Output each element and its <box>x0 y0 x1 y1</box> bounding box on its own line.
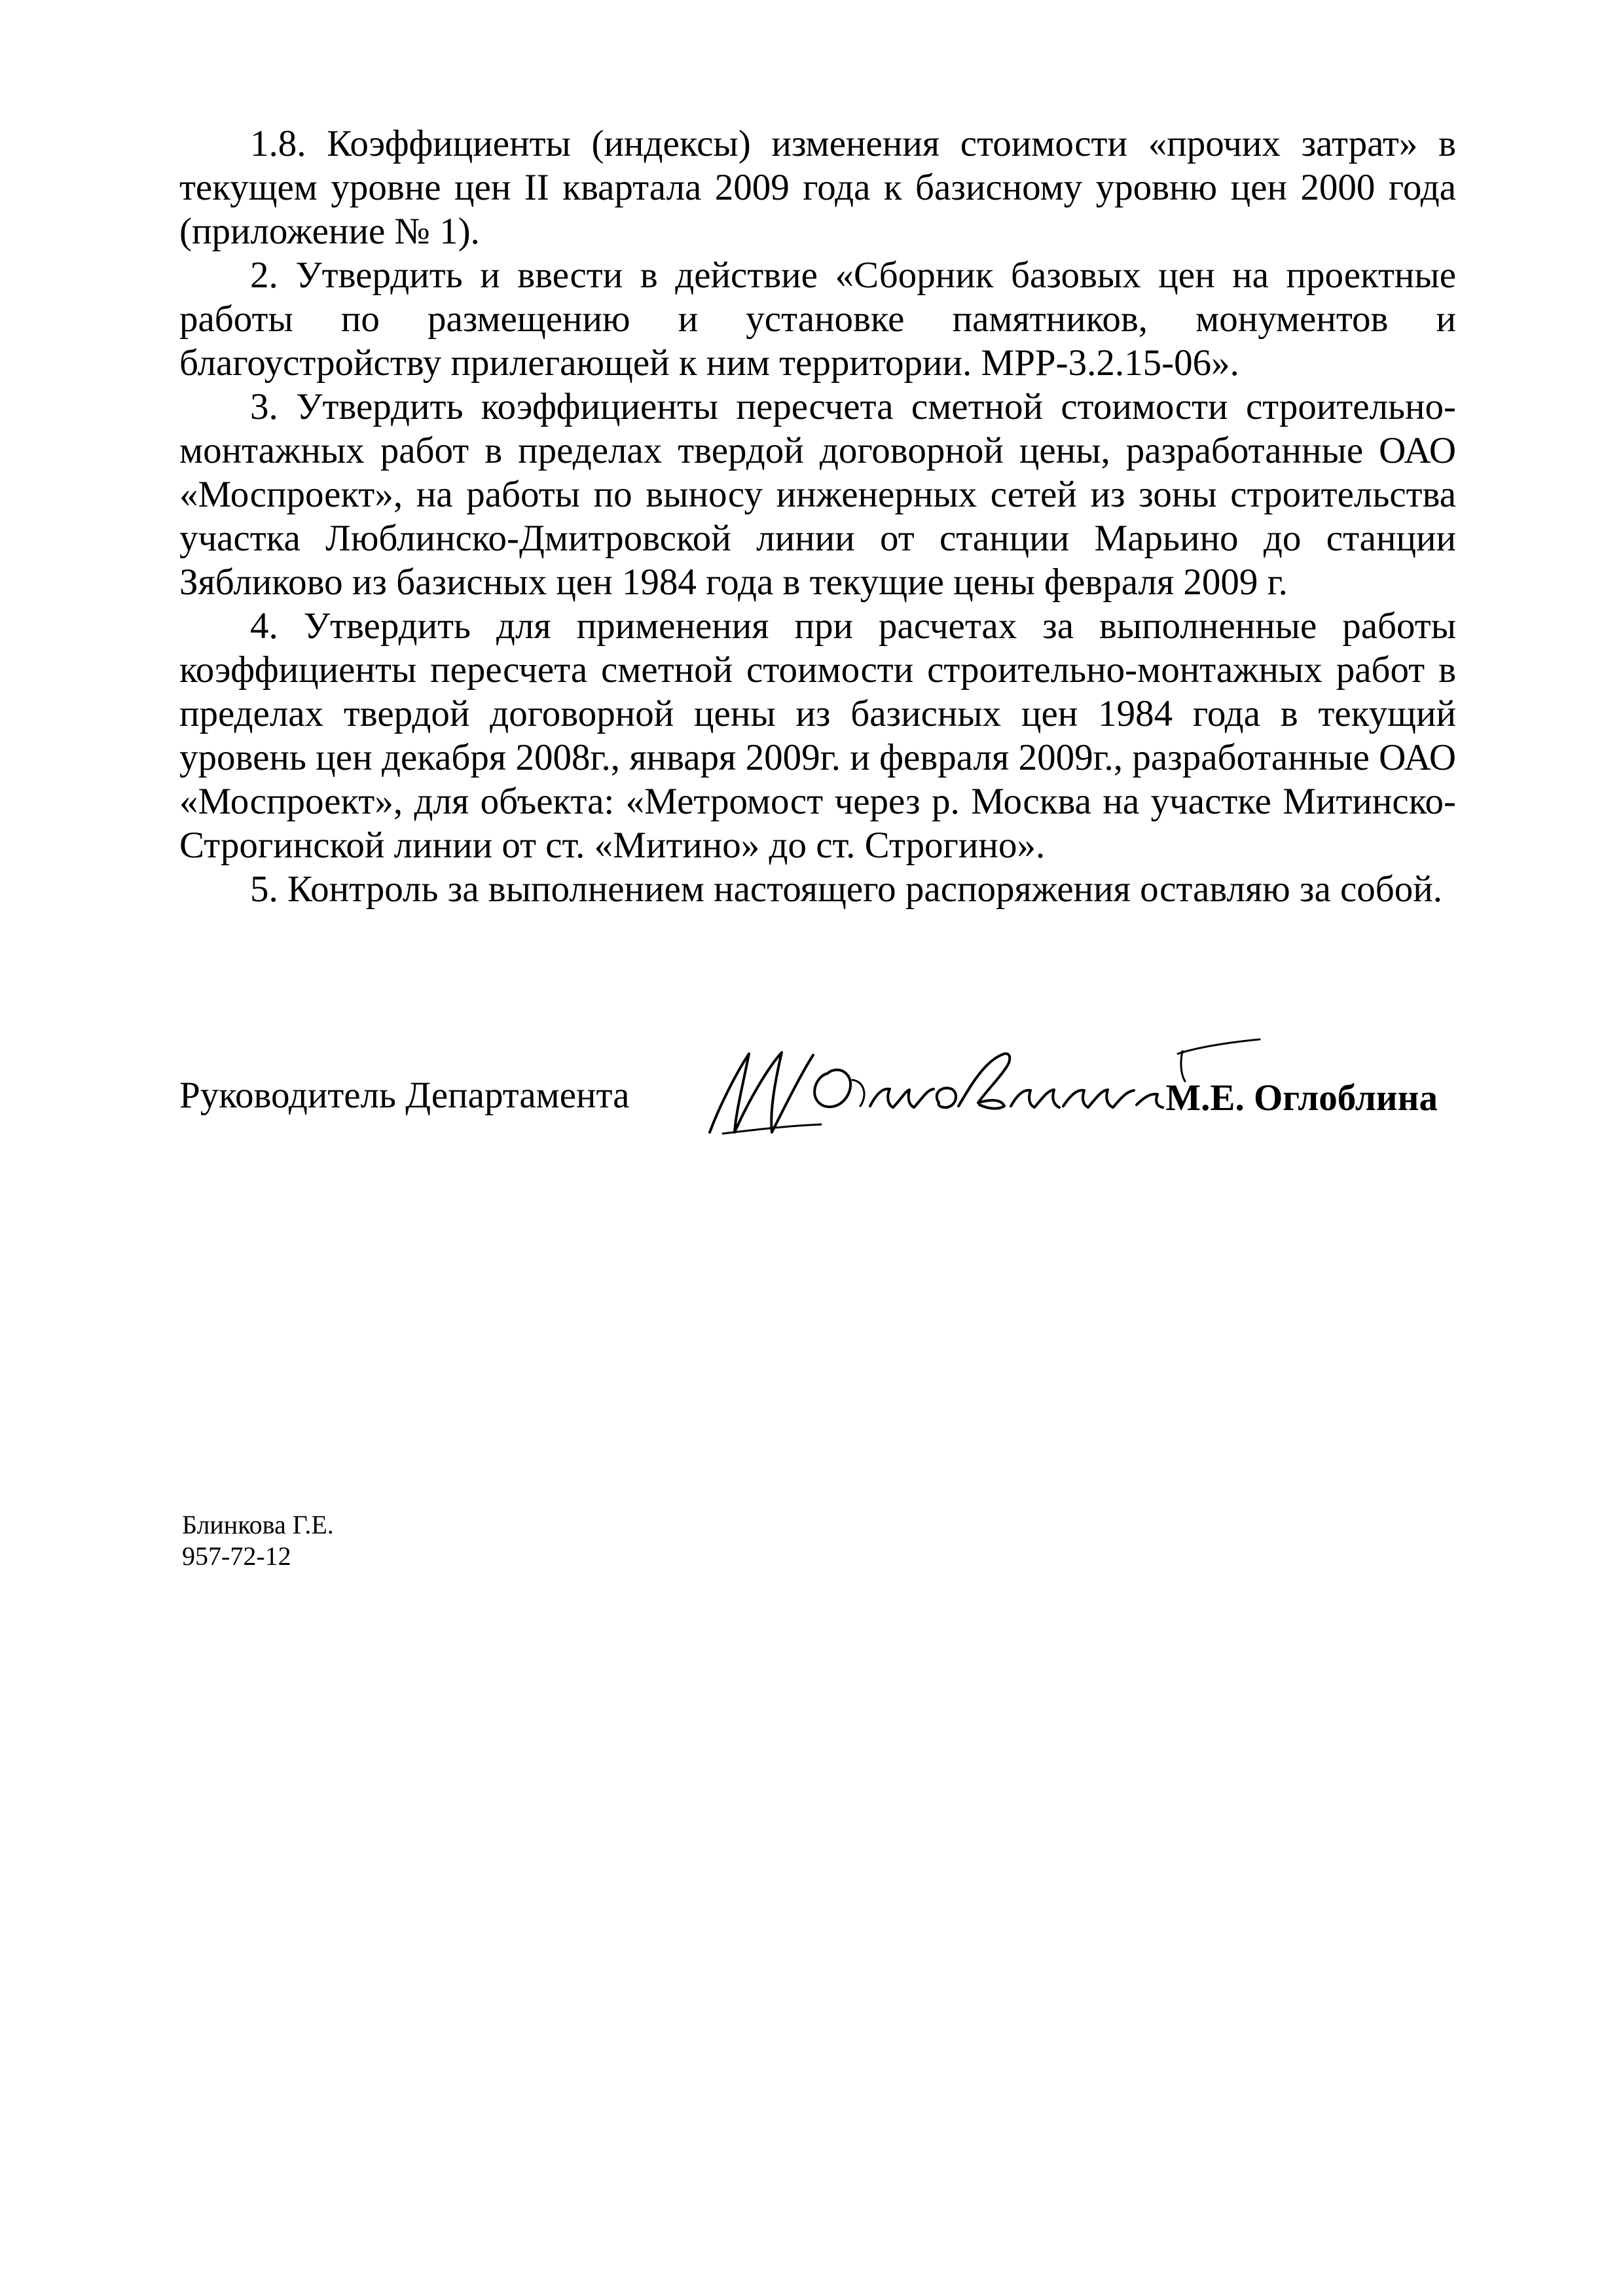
contact-block <box>182 1509 334 1572</box>
paragraph-2: 2. Утвердить и ввести в действие «Сборник базовых цен на проектные работы по размещению и установке памятников, монументов и благоустройству прилегающей к ним территории. МРР-3.2.15-06». <box>179 255 1456 384</box>
signer-title: Руководитель Департамента <box>179 1075 630 1116</box>
signature-block <box>179 1034 1456 1165</box>
document-body <box>179 122 1456 911</box>
paragraph-1-8: 1.8. Коэффициенты (индексы) изменения стоимости «прочих затрат» в текущем уровне цен II квартала 2009 года к базисному уровню цен 2000 года (приложение № 1). <box>179 123 1456 252</box>
contact-name: Блинкова Г.Е. <box>182 1510 334 1539</box>
signer-name: М.Е. Оглоблина <box>1165 1077 1438 1119</box>
paragraph-5: 5. Контроль за выполнением настоящего распоряжения оставляю за собой. <box>250 869 1443 910</box>
paragraph-4: 4. Утвердить для применения при расчетах за выполненные работы коэффициенты пересчета сметной стоимости строительно-монтажных работ в пределах твердой договорной цены из базисных цен 1984 года в текущий уровень цен декабря 2008г., января 2009г. и февраля 2009г., разработанные ОАО «Моспроект», для объекта: «Метромост через р. Москва на участке Митинско-Строгинской линии от ст. «Митино» до ст. Строгино». <box>179 605 1456 866</box>
contact-phone: 957-72-12 <box>182 1541 291 1571</box>
paragraph-3: 3. Утвердить коэффициенты пересчета сметной стоимости строительно-монтажных работ в пределах твердой договорной цены, разработанные ОАО «Моспроект», на работы по выносу инженерных сетей из зоны строительства участка Люблинско-Дмитровской линии от станции Марьино до станции Зябликово из базисных цен 1984 года в текущие цены февраля 2009 г. <box>179 386 1456 603</box>
